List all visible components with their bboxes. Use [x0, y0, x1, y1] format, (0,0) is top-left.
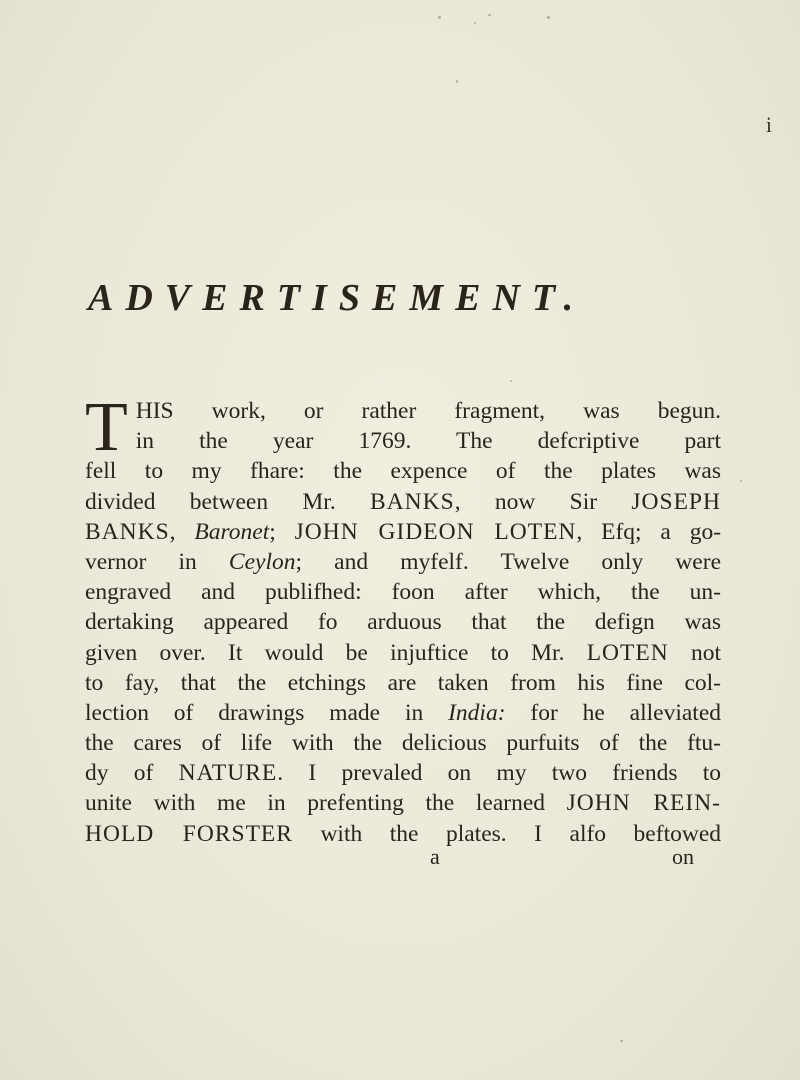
- text-line: [85, 607, 721, 637]
- small-caps-name: BANKS: [85, 518, 170, 545]
- text-line: [85, 456, 721, 486]
- text-segment: ; and myfelf. Twelve only were: [295, 548, 721, 575]
- text-segment: the cares of life with the delicious purfuits of the ftu-: [85, 730, 721, 757]
- text-line: [85, 638, 721, 668]
- text-line: [85, 668, 721, 698]
- text-segment: vernor in: [85, 548, 229, 575]
- small-caps-name: NATURE: [178, 760, 278, 787]
- italic-text: India:: [448, 699, 506, 726]
- text-segment: not: [668, 639, 721, 666]
- page-heading: ADVERTISEMENT.: [88, 277, 586, 319]
- text-line: [85, 819, 721, 849]
- text-segment: , Efq; a go-: [576, 518, 722, 545]
- text-segment: given over. It would be injuftice to Mr.: [85, 639, 587, 666]
- paper-speck: [456, 80, 458, 83]
- body-text: [85, 389, 722, 849]
- text-line: [85, 396, 721, 426]
- text-segment: to fay, that the etchings are taken from his fine col-: [85, 669, 721, 696]
- paper-speck: [620, 1040, 623, 1042]
- small-caps-name: JOHN GIDEON LOTEN: [294, 518, 577, 545]
- paper-speck: [438, 16, 441, 19]
- text-segment: ,: [169, 518, 195, 545]
- text-segment: , now Sir: [454, 488, 632, 515]
- small-caps-name: JOHN REIN-: [566, 790, 721, 817]
- text-segment: lection of drawings made in: [85, 699, 449, 726]
- text-line: [85, 728, 721, 758]
- text-segment: divided between Mr.: [85, 488, 371, 515]
- small-caps-name: LOTEN: [586, 639, 669, 666]
- paper-speck: [740, 480, 742, 482]
- text-segment: engraved and publifhed: foon after which, the un-: [85, 579, 721, 606]
- text-line: [85, 788, 721, 818]
- page-number: i: [765, 112, 772, 137]
- text-segment: dertaking appeared fo arduous that the defign was: [85, 609, 721, 636]
- italic-text: Baronet: [194, 518, 270, 545]
- text-segment: ;: [269, 518, 295, 545]
- small-caps-name: HOLD FORSTER: [85, 820, 293, 847]
- text-line: [85, 547, 721, 577]
- drop-cap: T: [85, 389, 128, 466]
- paper-speck: [510, 380, 512, 382]
- text-line: [85, 698, 721, 728]
- small-caps-name: JOSEPH: [631, 488, 721, 515]
- text-line: [85, 426, 721, 456]
- text-line: [85, 758, 721, 788]
- text-segment: . I prevaled on my two friends to: [277, 760, 721, 787]
- text-line: [85, 577, 721, 607]
- italic-text: Ceylon: [228, 548, 296, 575]
- signature-mark: a: [430, 844, 440, 869]
- text-segment: HIS work, or rather fragment, was begun.: [135, 398, 721, 424]
- text-line: [85, 487, 721, 517]
- catchword: on: [672, 844, 694, 869]
- text-segment: dy of: [85, 760, 179, 787]
- text-segment: fell to my fhare: the expence of the plates was: [85, 458, 721, 485]
- text-segment: unite with me in prefenting the learned: [85, 790, 567, 817]
- text-segment: for he alleviated: [505, 699, 721, 726]
- paper-speck: [488, 14, 491, 16]
- small-caps-name: BANKS: [370, 488, 455, 515]
- text-segment: in the year 1769. The defcriptive part: [135, 428, 721, 455]
- paper-speck: [474, 22, 476, 24]
- text-segment: with the plates. I alfo beftowed: [292, 820, 721, 847]
- paper-speck: [547, 16, 550, 19]
- text-line: [85, 517, 721, 547]
